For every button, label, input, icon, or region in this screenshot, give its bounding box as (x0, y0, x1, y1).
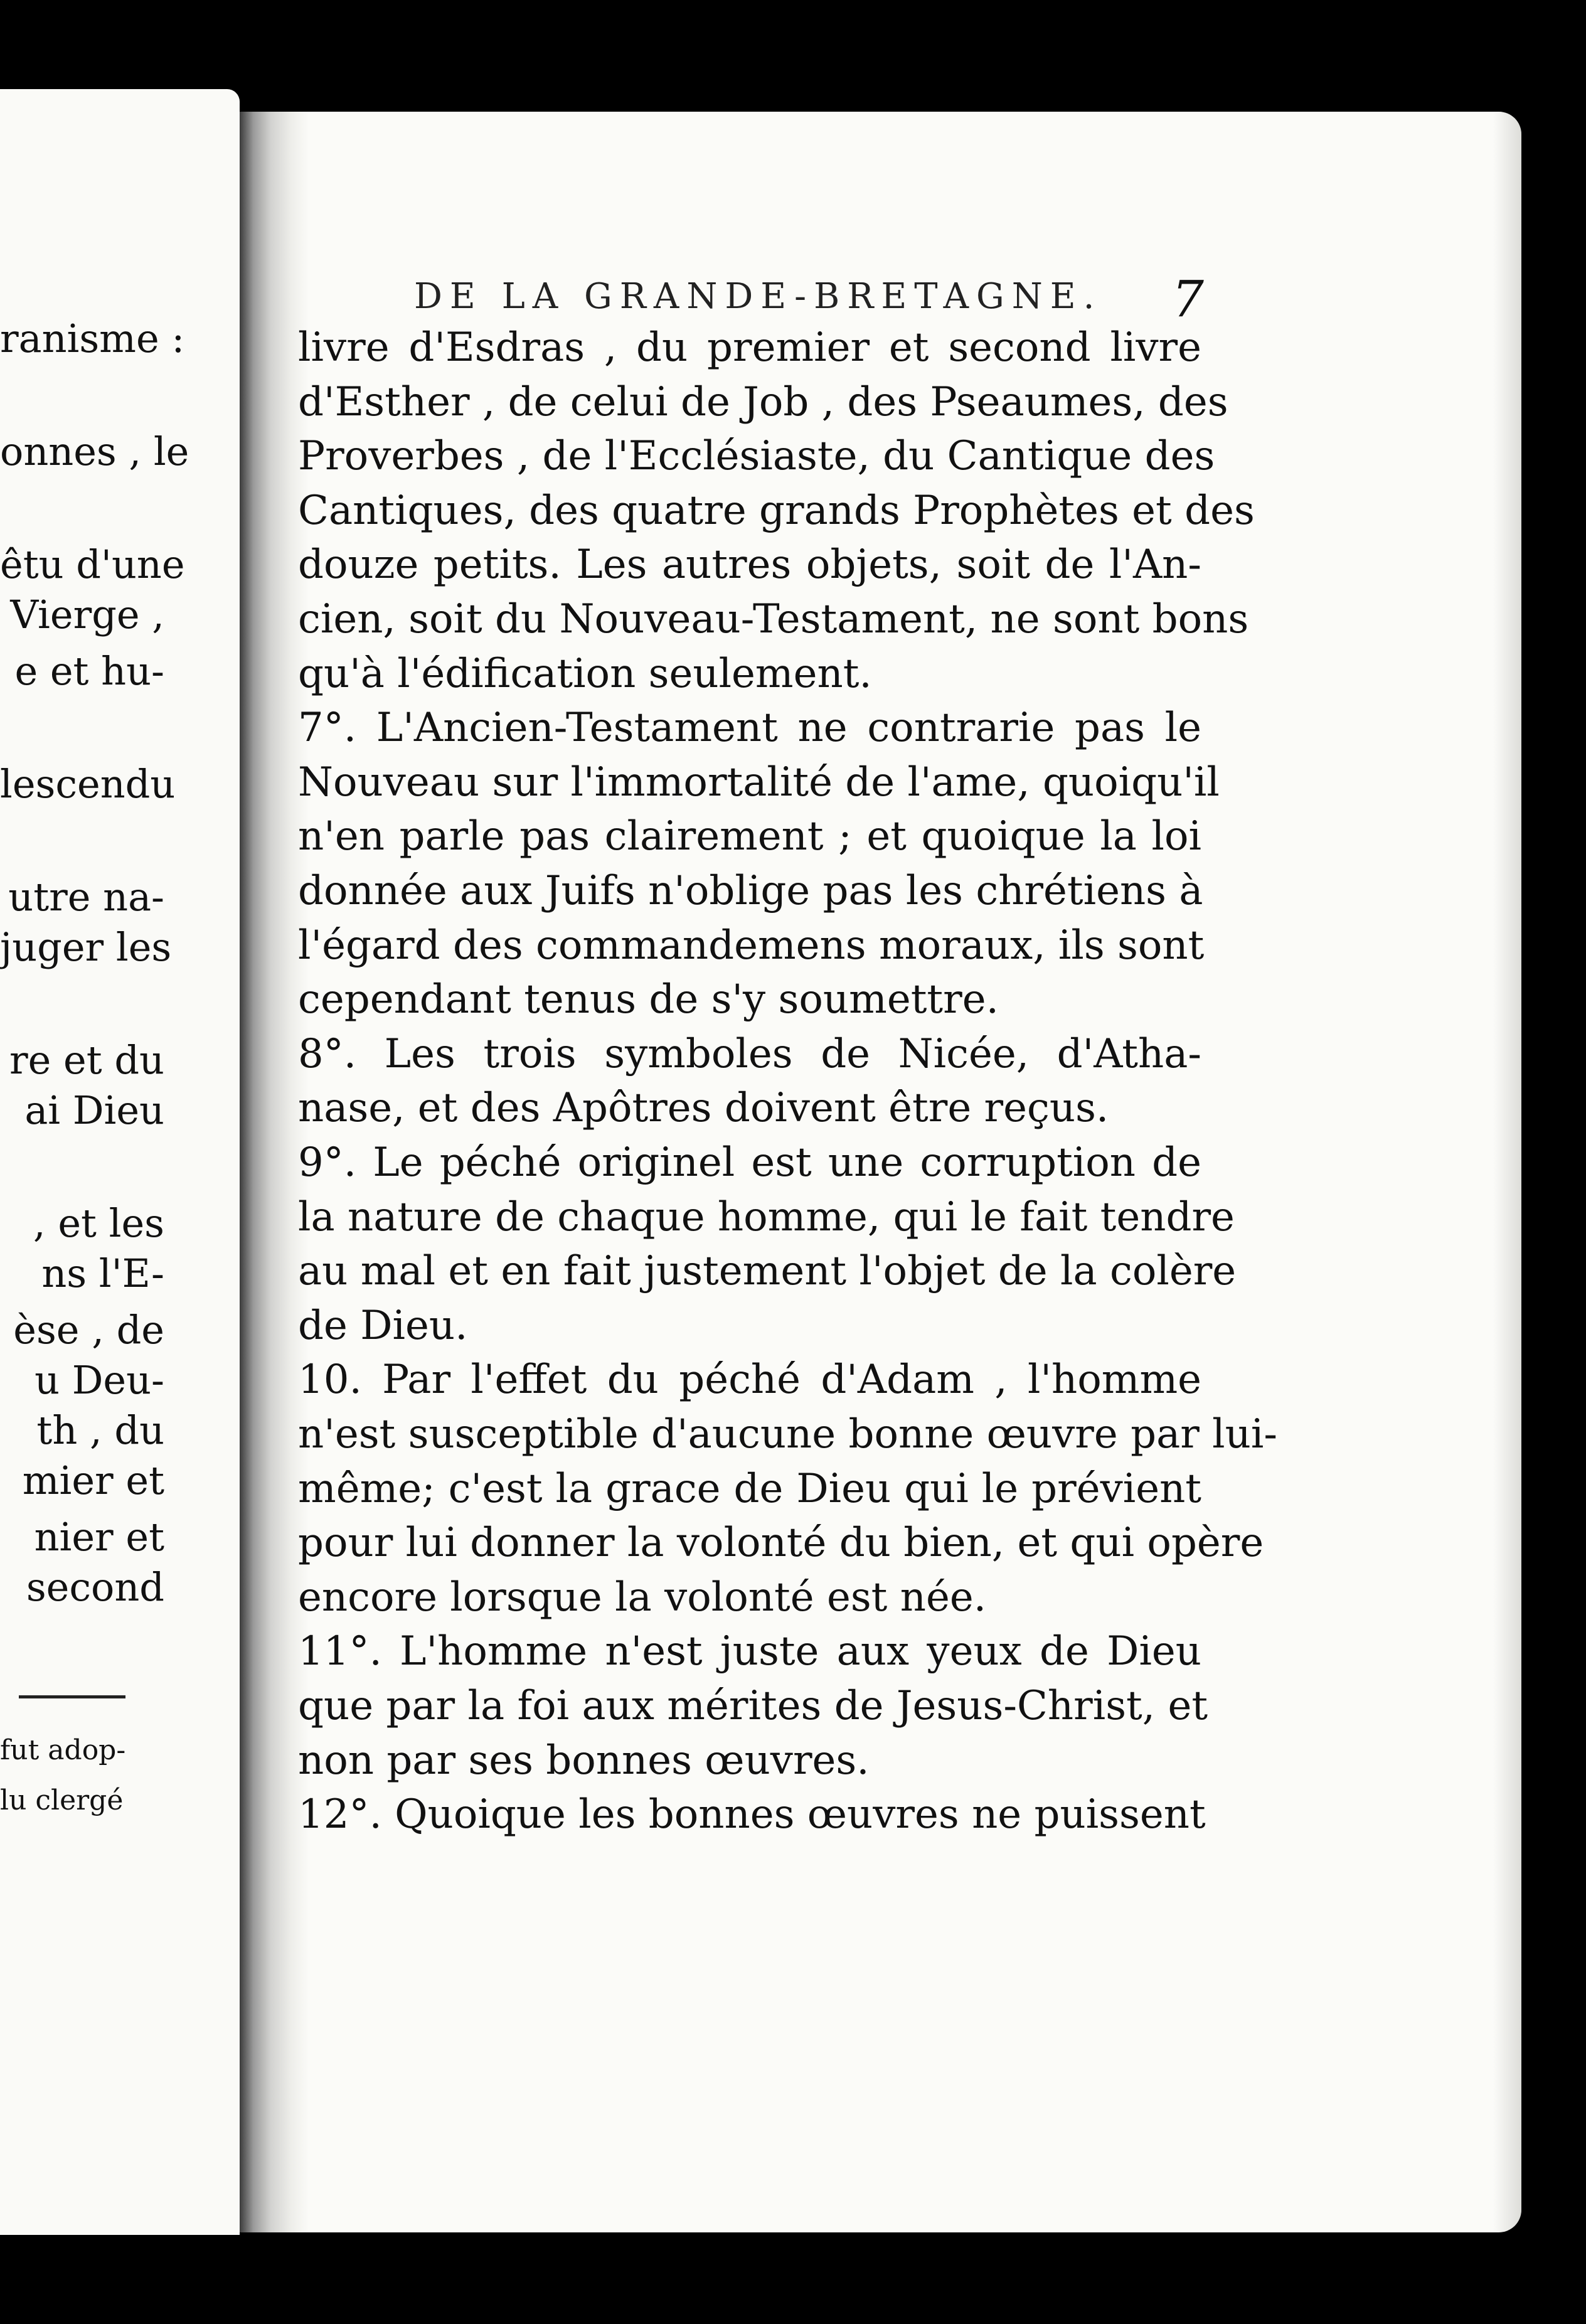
left-text-line: e et hu- (14, 648, 164, 694)
text-line: la nature de chaque homme, qui le fait tendre (298, 1193, 1235, 1240)
left-text-line: ai Dieu (24, 1087, 164, 1133)
text-line: douze petits. Les autres objets, soit de l'An- (298, 541, 1201, 589)
text-line: 8°. Les trois symboles de Nicée, d'Atha- (298, 1030, 1201, 1077)
footnote-line: fut adop- (0, 1734, 126, 1766)
left-page (0, 89, 240, 2235)
left-text-line: nier et (34, 1514, 164, 1560)
left-text-line: re et du (9, 1037, 164, 1083)
text-line: au mal et en fait justement l'objet de la colère (298, 1248, 1237, 1295)
text-line: d'Esther , de celui de Job , des Pseaumes, des (298, 378, 1228, 425)
left-text-line: Vierge , (10, 592, 164, 637)
text-line: encore lorsque la volonté est née. (298, 1574, 987, 1621)
left-text-line: second (26, 1564, 164, 1610)
text-line: pour lui donner la volonté du bien, et qui opère (298, 1520, 1264, 1567)
left-text-line: utre na- (8, 874, 164, 920)
footnote-line: lu clergé (0, 1784, 124, 1816)
left-text-line: èse , de (13, 1307, 164, 1353)
text-line: 11°. L'homme n'est juste aux yeux de Dieu (298, 1628, 1201, 1675)
text-line: donnée aux Juifs n'oblige pas les chrétiens à (298, 868, 1203, 914)
text-line: nase, et des Apôtres doivent être reçus. (298, 1085, 1109, 1132)
footnote-rule (19, 1695, 125, 1698)
left-text-line: ns l'E- (41, 1250, 164, 1296)
text-line: non par ses bonnes œuvres. (298, 1737, 870, 1784)
left-text-line: , et les (33, 1200, 164, 1246)
text-line: n'est susceptible d'aucune bonne œuvre par lui- (298, 1411, 1277, 1458)
text-line: 12°. Quoique les bonnes œuvres ne puissent (298, 1791, 1206, 1838)
left-text-line: juger les (0, 924, 172, 970)
text-line: de Dieu. (298, 1302, 468, 1349)
left-text-line: ranisme : (0, 316, 185, 361)
text-line: cependant tenus de s'y soumettre. (298, 976, 999, 1023)
left-text-line: lescendu (0, 761, 176, 807)
text-line: n'en parle pas clairement ; et quoique la loi (298, 813, 1201, 860)
text-line: 7°. L'Ancien-Testament ne contrarie pas le (298, 705, 1201, 752)
text-line: 10. Par l'effet du péché d'Adam , l'homme (298, 1357, 1201, 1404)
left-text-line: onnes , le (0, 429, 189, 474)
page-edge-shadow (1493, 112, 1521, 2232)
text-line: que par la foi aux mérites de Jesus-Christ, et (298, 1683, 1208, 1729)
text-line: l'égard des commandemens moraux, ils sont (298, 922, 1205, 969)
left-text-line: mier et (22, 1458, 164, 1503)
text-line: cien, soit du Nouveau-Testament, ne sont bons (298, 596, 1249, 642)
text-line: Cantiques, des quatre grands Prophètes et des (298, 487, 1255, 534)
text-line: même; c'est la grace de Dieu qui le prévient (298, 1465, 1201, 1512)
page-number: 7 (1172, 270, 1204, 328)
left-text-line: êtu d'une (0, 541, 185, 587)
running-header: DE LA GRANDE-BRETAGNE. (414, 276, 1102, 317)
text-line: Nouveau sur l'immortalité de l'ame, quoiqu'il (298, 759, 1220, 806)
left-text-line: th , du (36, 1407, 164, 1453)
text-line: livre d'Esdras , du premier et second livre (298, 324, 1201, 371)
text-line: Proverbes , de l'Ecclésiaste, du Cantique des (298, 433, 1215, 480)
text-line: qu'à l'édification seulement. (298, 650, 872, 697)
left-text-line: u Deu- (35, 1357, 164, 1403)
text-line: 9°. Le péché originel est une corruption de (298, 1139, 1201, 1186)
